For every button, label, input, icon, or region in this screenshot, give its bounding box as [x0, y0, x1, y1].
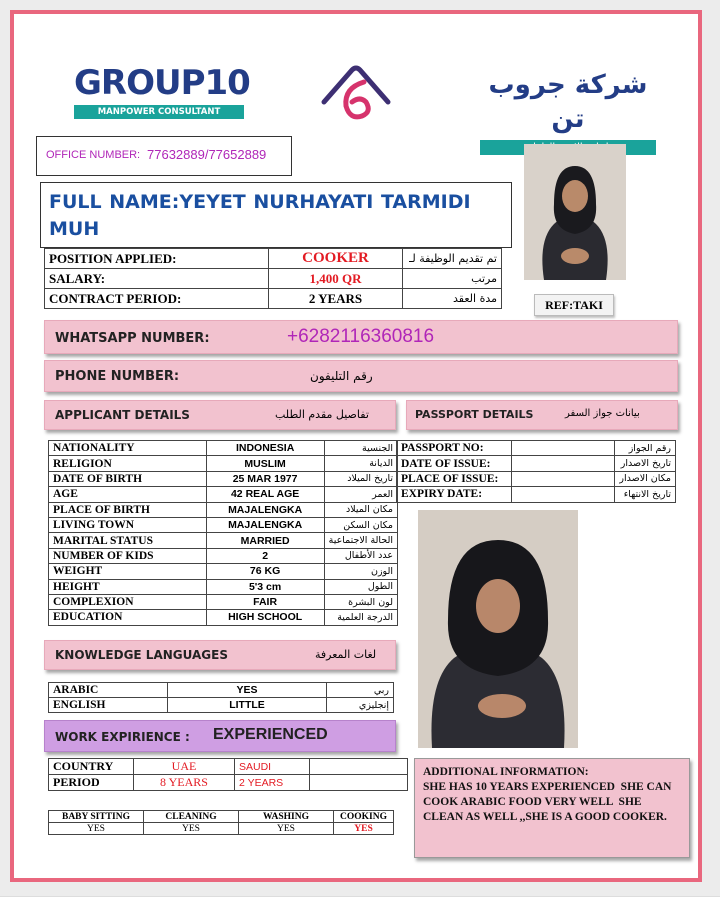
- passport-row-ar: مكان الاصدار: [615, 471, 676, 486]
- language-english-label: ENGLISH: [49, 698, 168, 713]
- personal-row-value: 5'3 cm: [206, 579, 324, 594]
- languages-bar: [44, 640, 396, 670]
- language-english-value: LITTLE: [168, 698, 327, 713]
- languages-ar: لغات المعرفة: [315, 648, 377, 661]
- work-experience-value: EXPERIENCED: [213, 726, 328, 743]
- language-arabic-value: YES: [168, 683, 327, 698]
- passport-row-label: DATE OF ISSUE:: [397, 456, 512, 471]
- cv-page: [10, 10, 702, 882]
- personal-row-ar: تاريخ الميلاد: [324, 471, 397, 486]
- group10-logo-sub: MANPOWER CONSULTANT: [74, 105, 244, 119]
- applicant-details-label: APPLICANT DETAILS: [55, 408, 190, 422]
- personal-row-label: AGE: [49, 487, 207, 502]
- personal-row-label: DATE OF BIRTH: [49, 471, 207, 486]
- work-table: [48, 758, 408, 791]
- skill-cooking-value: YES: [334, 823, 394, 835]
- contract-value: 2 YEARS: [269, 289, 403, 309]
- salary-value: 1,400 QR: [269, 269, 403, 289]
- phone-ar: رقم التليفون: [310, 369, 373, 383]
- personal-row-label: HEIGHT: [49, 579, 207, 594]
- arabic-logo-text: شركة جروب تن: [488, 70, 648, 134]
- passport-row: [397, 441, 676, 456]
- position-value: COOKER: [269, 249, 403, 269]
- passport-row-value: [511, 441, 615, 456]
- whatsapp-value: +6282116360816: [287, 326, 435, 347]
- period-3: [310, 775, 408, 791]
- passport-row: [397, 471, 676, 486]
- whatsapp-label: WHATSAPP NUMBER:: [55, 331, 210, 346]
- personal-details-table: [48, 440, 398, 626]
- languages-label: KNOWLEDGE LANGUAGES: [55, 648, 228, 662]
- passport-row-value: [511, 456, 615, 471]
- period-2: 2 YEARS: [235, 775, 310, 791]
- passport-row-value: [511, 487, 615, 502]
- applicant-details-bar: [44, 400, 396, 430]
- skill-cooking: COOKING: [334, 811, 394, 823]
- personal-row: [49, 548, 398, 563]
- office-number-label: OFFICE NUMBER:: [46, 149, 141, 161]
- personal-row-label: PLACE OF BIRTH: [49, 502, 207, 517]
- position-table: [44, 248, 502, 309]
- personal-row: [49, 594, 398, 609]
- contract-label: CONTRACT PERIOD:: [45, 289, 269, 309]
- personal-row: [49, 610, 398, 625]
- whatsapp-bar: [44, 320, 678, 354]
- personal-row-value: MAJALENGKA: [206, 517, 324, 532]
- skill-cleaning: CLEANING: [144, 811, 239, 823]
- contract-ar: مدة العقد: [403, 289, 502, 309]
- personal-row-ar: مكان السكن: [324, 517, 397, 532]
- personal-row-label: RELIGION: [49, 456, 207, 471]
- position-label: POSITION APPLIED:: [45, 249, 269, 269]
- personal-row: [49, 456, 398, 471]
- office-number-value: 77632889/77652889: [147, 147, 267, 162]
- skill-baby-sitting-value: YES: [49, 823, 144, 835]
- personal-row-ar: مكان الميلاد: [324, 502, 397, 517]
- passport-row-ar: رقم الجواز: [615, 441, 676, 456]
- personal-row: [49, 533, 398, 548]
- personal-row-value: INDONESIA: [206, 441, 324, 456]
- full-name-box: [40, 182, 512, 248]
- applicant-photo-small: [524, 144, 626, 280]
- salary-label: SALARY:: [45, 269, 269, 289]
- country-2: SAUDI: [235, 759, 310, 775]
- personal-row-value: 76 KG: [206, 564, 324, 579]
- language-arabic-ar: ربي: [327, 683, 394, 698]
- applicant-photo-large: [418, 510, 578, 748]
- passport-row: [397, 456, 676, 471]
- language-arabic-label: ARABIC: [49, 683, 168, 698]
- personal-row: [49, 579, 398, 594]
- personal-row: [49, 502, 398, 517]
- personal-row: [49, 471, 398, 486]
- personal-rows: [49, 441, 398, 626]
- personal-row-value: MUSLIM: [206, 456, 324, 471]
- personal-row-ar: الحالة الاجتماعية: [324, 533, 397, 548]
- personal-row-label: NATIONALITY: [49, 441, 207, 456]
- position-ar: تم تقديم الوظيفة لـ: [403, 249, 502, 269]
- additional-info-title: ADDITIONAL INFORMATION:: [423, 766, 589, 778]
- passport-row: [397, 487, 676, 502]
- personal-row-value: 25 MAR 1977: [206, 471, 324, 486]
- personal-row-ar: لون البشرة: [324, 594, 397, 609]
- work-experience-bar: [44, 720, 396, 752]
- personal-row: [49, 441, 398, 456]
- phone-label: PHONE NUMBER:: [55, 369, 180, 384]
- personal-row: [49, 517, 398, 532]
- next-page-edge: [0, 896, 720, 916]
- personal-row-value: 42 REAL AGE: [206, 487, 324, 502]
- personal-row: [49, 564, 398, 579]
- country-1: UAE: [134, 759, 235, 775]
- personal-row-value: MAJALENGKA: [206, 502, 324, 517]
- personal-row-value: MARRIED: [206, 533, 324, 548]
- work-experience-label: WORK EXPIRIENCE :: [55, 730, 190, 744]
- passport-row-ar: تاريخ الاصدار: [615, 456, 676, 471]
- applicant-details-ar: تفاصيل مقدم الطلب: [275, 408, 369, 421]
- skill-baby-sitting: BABY SITTING: [49, 811, 144, 823]
- personal-row-label: WEIGHT: [49, 564, 207, 579]
- personal-row-ar: عدد الأطفال: [324, 548, 397, 563]
- country-label: COUNTRY: [49, 759, 134, 775]
- ref-box: REF:TAKI: [534, 294, 614, 316]
- passport-details-ar: بيانات جواز السفر: [565, 408, 640, 419]
- passport-row-label: PASSPORT NO:: [397, 441, 512, 456]
- passport-details-bar: [406, 400, 678, 430]
- personal-row-ar: الدرجة العلمية: [324, 610, 397, 625]
- languages-table: [48, 682, 394, 713]
- salary-ar: مرتب: [403, 269, 502, 289]
- personal-row-value: HIGH SCHOOL: [206, 610, 324, 625]
- personal-row-label: MARITAL STATUS: [49, 533, 207, 548]
- additional-info-box: [414, 758, 690, 858]
- passport-rows: [397, 441, 676, 503]
- additional-info-text: SHE HAS 10 YEARS EXPERIENCED SHE CAN COOK ARABIC FOOD VERY WELL SHE CLEAN AS WELL ,,SHE IS A GOOD COOKER.: [423, 781, 675, 823]
- skill-cleaning-value: YES: [144, 823, 239, 835]
- country-3: [310, 759, 408, 775]
- center-emblem-icon: [318, 60, 394, 124]
- office-number-box: [36, 136, 292, 176]
- period-label: PERIOD: [49, 775, 134, 791]
- arabic-logo: [480, 68, 656, 134]
- passport-details-label: PASSPORT DETAILS: [415, 408, 534, 421]
- language-english-ar: إنجليزي: [327, 698, 394, 713]
- full-name-value: YEYET NURHAYATI TARMIDI MUH: [49, 191, 471, 240]
- group10-logo: [74, 63, 250, 126]
- personal-row-label: EDUCATION: [49, 610, 207, 625]
- personal-row-label: LIVING TOWN: [49, 517, 207, 532]
- skill-washing-value: YES: [239, 823, 334, 835]
- personal-row-ar: العمر: [324, 487, 397, 502]
- personal-row-ar: الوزن: [324, 564, 397, 579]
- passport-row-label: PLACE OF ISSUE:: [397, 471, 512, 486]
- phone-bar: [44, 360, 678, 392]
- personal-row: [49, 487, 398, 502]
- skill-washing: WASHING: [239, 811, 334, 823]
- personal-row-label: NUMBER OF KIDS: [49, 548, 207, 563]
- group10-logo-text: GROUP10: [74, 63, 250, 103]
- passport-row-value: [511, 471, 615, 486]
- personal-row-label: COMPLEXION: [49, 594, 207, 609]
- passport-row-label: EXPIRY DATE:: [397, 487, 512, 502]
- personal-row-ar: الديانة: [324, 456, 397, 471]
- passport-details-table: [396, 440, 676, 503]
- period-1: 8 YEARS: [134, 775, 235, 791]
- skills-table: [48, 810, 394, 835]
- personal-row-value: 2: [206, 548, 324, 563]
- personal-row-ar: الطول: [324, 579, 397, 594]
- personal-row-ar: الجنسية: [324, 441, 397, 456]
- personal-row-value: FAIR: [206, 594, 324, 609]
- passport-row-ar: تاريخ الانتهاء: [615, 487, 676, 502]
- full-name-label: FULL NAME:: [49, 191, 180, 213]
